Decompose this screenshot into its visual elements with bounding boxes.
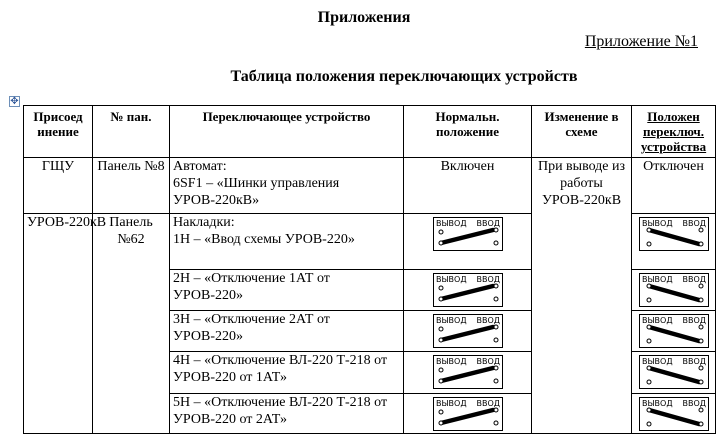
- switch-terminal: [699, 284, 703, 288]
- switch-label-in: ВВОД: [475, 275, 500, 284]
- switch-terminal: [699, 242, 703, 246]
- switch-label-out: ВЫВОД: [641, 219, 673, 228]
- switch-terminal: [439, 297, 443, 301]
- switch-terminal: [699, 422, 703, 426]
- switching-devices-table: [23, 105, 716, 434]
- col-header-device-position: Положен переключ. устройства: [632, 106, 716, 158]
- col-header-panel: № пан.: [93, 106, 170, 158]
- switch-terminal: [699, 339, 703, 343]
- switch-terminal: [647, 380, 651, 384]
- switch-terminal: [494, 379, 498, 383]
- device-cell: 3Н – «Отключение 2АТ от УРОВ-220»: [170, 311, 404, 352]
- normal-position-cell: [404, 311, 532, 352]
- switch-terminal: [647, 284, 651, 288]
- normal-position-cell: [404, 352, 532, 394]
- switch-label-in: ВВОД: [681, 316, 706, 325]
- panel-cell: Панель №8: [93, 158, 170, 214]
- device-position-cell: [632, 394, 716, 434]
- switch-terminal: [494, 228, 498, 232]
- switch-terminal: [439, 241, 443, 245]
- switch-terminal: [439, 230, 443, 234]
- overlay-switch-in-icon: [433, 273, 503, 307]
- col-header-connection: Присоед инение: [24, 106, 93, 158]
- overlay-switch-out-icon: [639, 314, 709, 348]
- switch-terminal: [647, 408, 651, 412]
- device-position-cell: [632, 214, 716, 270]
- switch-terminal: [699, 298, 703, 302]
- switch-label-in: ВВОД: [475, 357, 500, 366]
- switch-terminal: [494, 366, 498, 370]
- normal-position-cell: [404, 270, 532, 311]
- switch-terminal: [439, 338, 443, 342]
- normal-position-cell: [404, 394, 532, 434]
- switch-label-out: ВЫВОД: [435, 399, 467, 408]
- device-position-cell: [632, 270, 716, 311]
- switch-terminal: [647, 339, 651, 343]
- switch-terminal: [494, 284, 498, 288]
- device-cell: 5Н – «Отключение ВЛ-220 Т-218 от УРОВ-220 от 2АТ»: [170, 394, 404, 434]
- connection-cell: УРОВ-220кВ: [24, 214, 93, 434]
- normal-position-cell: Включен: [404, 158, 532, 214]
- table-title: Таблица положения переключающих устройств: [230, 68, 578, 85]
- switch-terminal: [494, 297, 498, 301]
- device-position-cell: [632, 311, 716, 352]
- switch-terminal: [647, 242, 651, 246]
- device-position-cell: Отключен: [632, 158, 716, 214]
- switch-terminal: [439, 379, 443, 383]
- switch-terminal: [439, 410, 443, 414]
- overlay-switch-out-icon: [639, 273, 709, 307]
- device-name: 1Н – «Ввод схемы УРОВ-220»: [173, 232, 355, 247]
- panel-cell: Панель №62: [93, 214, 170, 434]
- switch-terminal: [647, 422, 651, 426]
- switch-terminal: [647, 325, 651, 329]
- switch-label-out: ВЫВОД: [641, 399, 673, 408]
- switch-terminal: [494, 325, 498, 329]
- switch-terminal: [699, 380, 703, 384]
- device-cell: 4Н – «Отключение ВЛ-220 Т-218 от УРОВ-220 от 1АТ»: [170, 352, 404, 394]
- table-row: [24, 158, 716, 214]
- device-cell: [170, 158, 404, 214]
- overlay-switch-in-icon: [433, 355, 503, 389]
- switch-label-in: ВВОД: [475, 399, 500, 408]
- device-cell: 2Н – «Отключение 1АТ от УРОВ-220»: [170, 270, 404, 311]
- switch-terminal: [439, 421, 443, 425]
- switch-terminal: [439, 327, 443, 331]
- switch-terminal: [494, 241, 498, 245]
- overlay-switch-in-icon: [433, 397, 503, 431]
- device-name: 6SF1 – «Шинки управления УРОВ-220кВ»: [173, 176, 340, 208]
- table-header-row: [24, 106, 716, 158]
- switch-label-in: ВВОД: [681, 357, 706, 366]
- switch-label-out: ВЫВОД: [641, 357, 673, 366]
- col-header-device: Переключающее устройство: [170, 106, 404, 158]
- device-position-cell: [632, 352, 716, 394]
- normal-position-cell: [404, 214, 532, 270]
- switch-terminal: [699, 366, 703, 370]
- switch-terminal: [647, 298, 651, 302]
- switch-terminal: [494, 421, 498, 425]
- page-heading: Приложения: [317, 9, 411, 26]
- switch-label-in: ВВОД: [681, 275, 706, 284]
- table-move-handle-icon[interactable]: ✥: [10, 96, 19, 107]
- switch-label-in: ВВОД: [681, 399, 706, 408]
- connection-cell: ГЩУ: [24, 158, 93, 214]
- overlay-switch-out-icon: [639, 217, 709, 251]
- switch-terminal: [439, 368, 443, 372]
- switch-label-in: ВВОД: [681, 219, 706, 228]
- switch-terminal: [439, 286, 443, 290]
- switch-terminal: [699, 408, 703, 412]
- switch-terminal: [494, 338, 498, 342]
- scheme-change-cell: При выводе из работы УРОВ-220кВ: [532, 158, 632, 434]
- switch-terminal: [699, 228, 703, 232]
- switch-label-out: ВЫВОД: [641, 275, 673, 284]
- switch-label-out: ВЫВОД: [435, 316, 467, 325]
- switch-label-out: ВЫВОД: [435, 357, 467, 366]
- switch-label-out: ВЫВОД: [641, 316, 673, 325]
- switch-label-in: ВВОД: [475, 316, 500, 325]
- switch-label-in: ВВОД: [475, 219, 500, 228]
- switch-terminal: [647, 228, 651, 232]
- switch-terminal: [699, 325, 703, 329]
- device-group-label: Автомат:: [173, 159, 227, 174]
- overlay-switch-out-icon: [639, 355, 709, 389]
- appendix-number: Приложение №1: [584, 33, 698, 50]
- switch-label-out: ВЫВОД: [435, 275, 467, 284]
- overlay-switch-out-icon: [639, 397, 709, 431]
- col-header-normal-position: Нормальн. положение: [404, 106, 532, 158]
- device-cell: [170, 214, 404, 270]
- device-group-label: Накладки:: [173, 215, 235, 230]
- switch-label-out: ВЫВОД: [435, 219, 467, 228]
- overlay-switch-in-icon: [433, 217, 503, 251]
- switch-terminal: [647, 366, 651, 370]
- col-header-scheme-change: Изменение в схеме: [532, 106, 632, 158]
- overlay-switch-in-icon: [433, 314, 503, 348]
- switch-terminal: [494, 408, 498, 412]
